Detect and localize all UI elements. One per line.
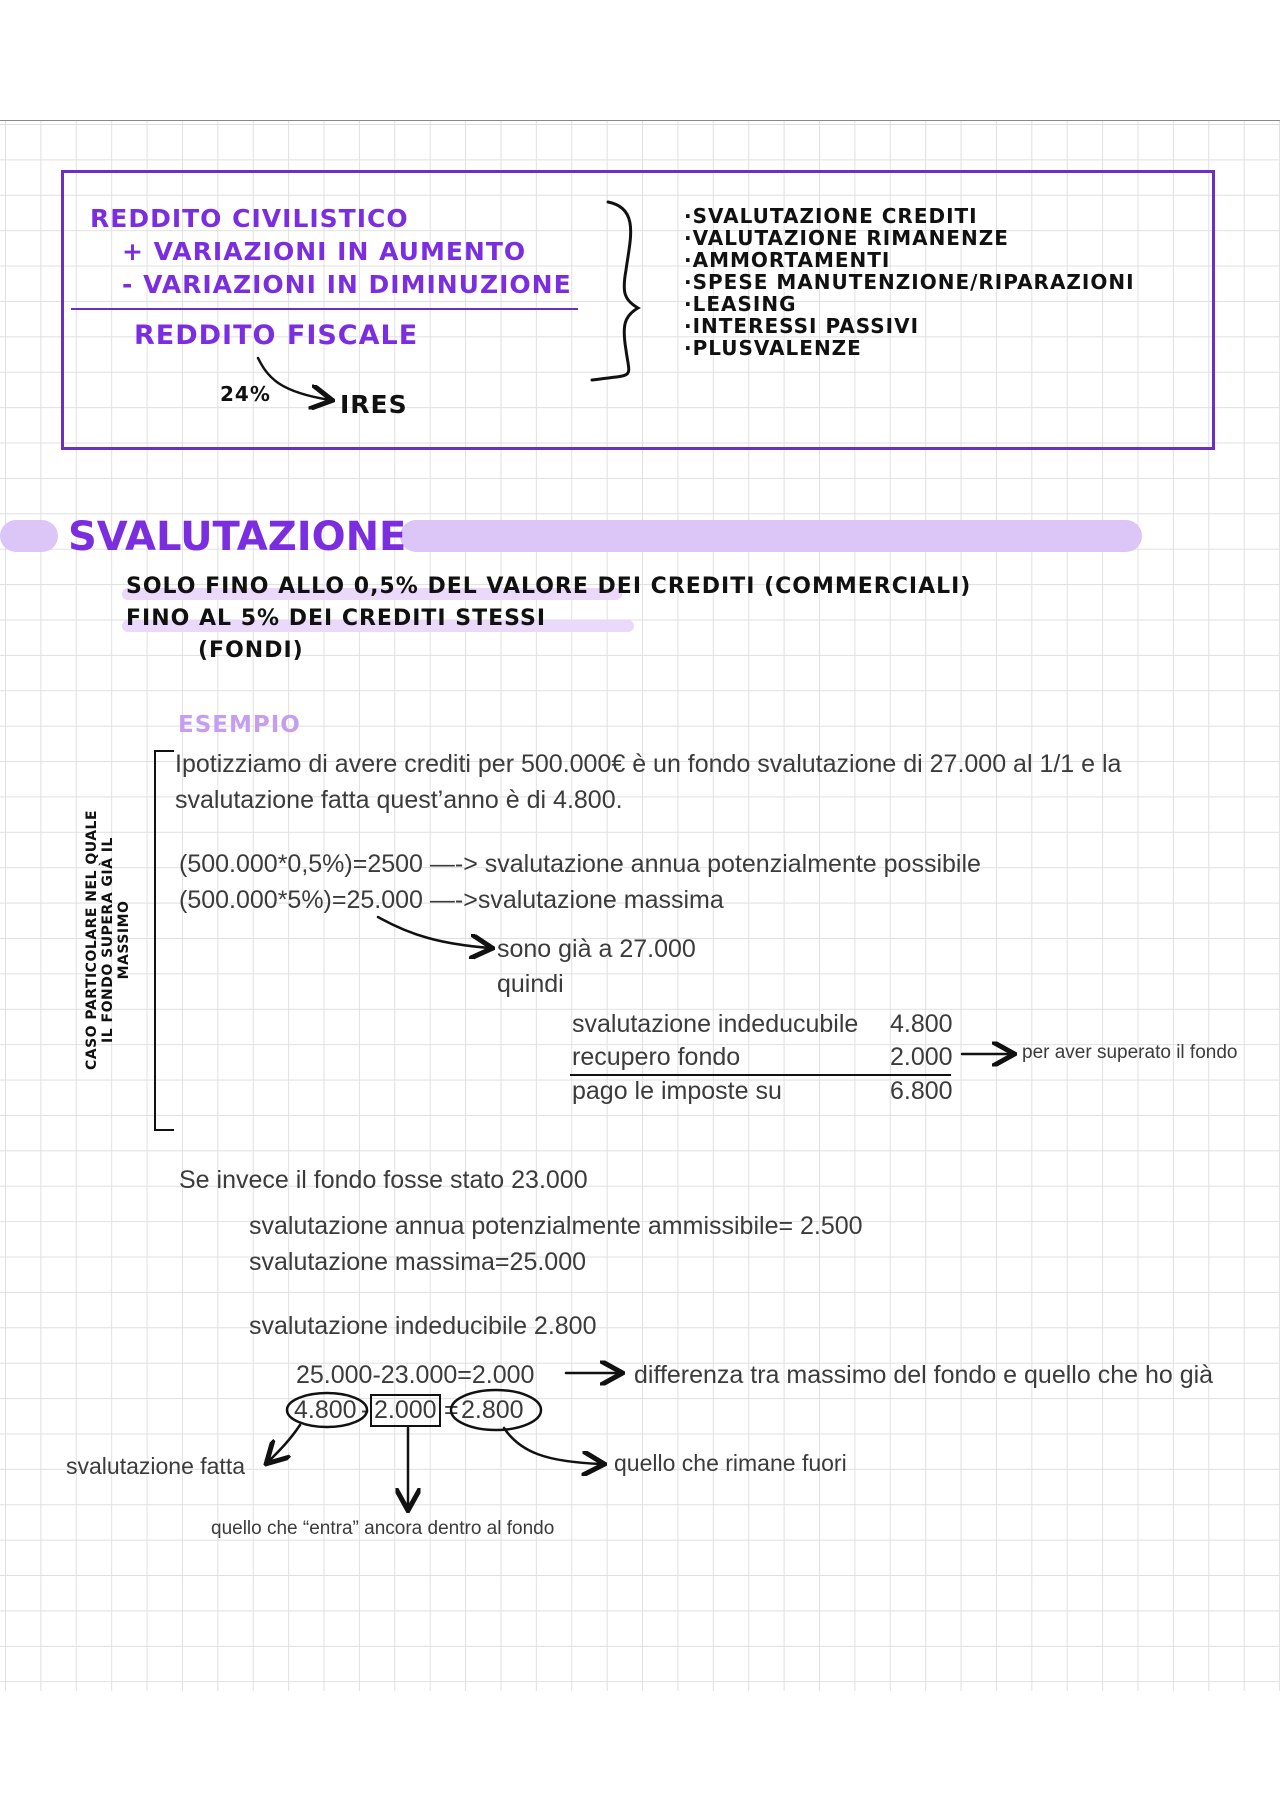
box-result: REDDITO FISCALE: [134, 320, 419, 351]
equation-equals: =: [444, 1396, 459, 1424]
calc-line-2: (500.000*5%)=25.000 —->svalutazione massima: [179, 886, 724, 914]
side-note-line: CASO PARTICOLARE NEL QUALE: [84, 809, 100, 1071]
label-svalutazione-fatta: svalutazione fatta: [66, 1453, 246, 1479]
arrow-to-svalutazione-fatta: [268, 1425, 300, 1462]
rule-one: SOLO FINO ALLO 0,5% DEL VALORE DEI CREDITI (COMMERCIALI): [126, 574, 972, 599]
case2-line3: svalutazione indeducibile 2.800: [249, 1312, 597, 1340]
rule-two: FINO AL 5% DEI CREDITI STESSI: [126, 606, 547, 631]
list-item: ·LEASING: [684, 292, 797, 316]
arrow-to-gia-27000: [378, 917, 490, 948]
case2-line2: svalutazione massima=25.000: [249, 1248, 586, 1276]
note-gia: sono già a 27.000: [497, 935, 696, 963]
list-item: ·PLUSVALENZE: [684, 336, 862, 360]
box-rate: 24%: [220, 382, 271, 406]
label-rimane-fuori: quello che rimane fuori: [614, 1450, 847, 1476]
list-item: ·INTERESSI PASSIVI: [684, 314, 920, 338]
equation-a: 4.800: [294, 1396, 357, 1424]
side-note-line: MASSIMO: [116, 900, 132, 980]
table-row-label: svalutazione indeducubile: [572, 1010, 859, 1038]
list-item: ·AMMORTAMENTI: [684, 248, 891, 272]
rule-two-note: (FONDI): [198, 638, 304, 663]
table-row-value: 6.800: [890, 1077, 953, 1105]
box-line-civilistico: REDDITO CIVILISTICO: [90, 204, 409, 233]
arrow-to-rimane-fuori: [504, 1428, 602, 1464]
table-row-label: pago le imposte su: [572, 1077, 782, 1105]
list-item: ·SVALUTAZIONE CREDITI: [684, 204, 978, 228]
case2-line1: svalutazione annua potenzialmente ammissibile= 2.500: [249, 1212, 863, 1240]
example-label: ESEMPIO: [178, 712, 301, 738]
box-tax: IRES: [340, 390, 408, 419]
calc-line-1: (500.000*0,5%)=2500 —-> svalutazione annua potenzialmente possibile: [179, 850, 981, 878]
case2-intro: Se invece il fondo fosse stato 23.000: [179, 1166, 588, 1194]
table-annotation: per aver superato il fondo: [1022, 1042, 1238, 1063]
table-row-value: 4.800: [890, 1010, 953, 1038]
equation-minus: -: [361, 1396, 370, 1424]
equation-c: 2.800: [461, 1396, 524, 1424]
case2-diff-note: differenza tra massimo del fondo e quello che ho già: [634, 1361, 1214, 1389]
curly-brace: [592, 202, 638, 380]
label-entra-fondo: quello che “entra” ancora dentro al fondo: [211, 1518, 555, 1539]
table-row-label: recupero fondo: [572, 1043, 741, 1071]
example-intro-line1: Ipotizziamo di avere crediti per 500.000€ è un fondo svalutazione di 27.000 al 1/1 e la: [175, 750, 1122, 778]
example-intro-line2: svalutazione fatta quest’anno è di 4.800.: [175, 786, 623, 814]
equation-b: 2.000: [370, 1394, 441, 1427]
section-title: SVALUTAZIONE: [68, 514, 407, 560]
circle-4800: [287, 1393, 370, 1427]
table-row-value: 2.000: [890, 1043, 953, 1071]
case2-diff: 25.000-23.000=2.000: [296, 1361, 535, 1389]
side-note-line: IL FONDO SUPERA GIÀ IL: [100, 837, 116, 1043]
box-line-aumento: + VARIAZIONI IN AUMENTO: [122, 237, 527, 266]
circle-2800: [451, 1390, 541, 1430]
box-line-diminuzione: - VARIAZIONI IN DIMINUZIONE: [122, 270, 572, 299]
list-item: ·SPESE MANUTENZIONE/RIPARAZIONI: [684, 270, 1135, 294]
note-quindi: quindi: [497, 970, 564, 998]
arrow-24-to-ires: [258, 358, 330, 400]
list-item: ·VALUTAZIONE RIMANENZE: [684, 226, 1009, 250]
